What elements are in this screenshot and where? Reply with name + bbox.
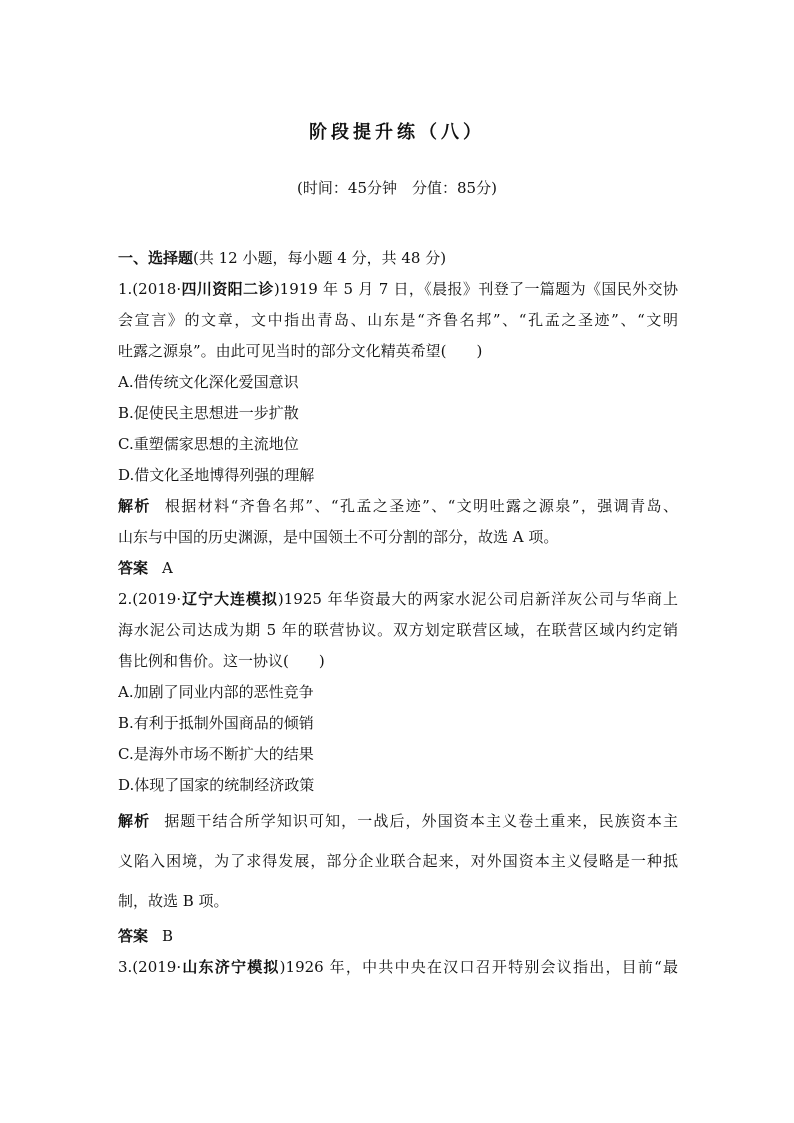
section-heading-label: 一、选择题	[118, 249, 194, 267]
q1-answer-line	[118, 553, 678, 584]
q1-prefix: 1.(2018·	[118, 280, 182, 298]
q1-stem-line-2: 会宣言》的文章，文中指出青岛、山东是“齐鲁名邦”、“孔孟之圣迹”、“文明	[118, 311, 678, 329]
section-heading-detail: (共 12 小题，每小题 4 分，共 48 分)	[193, 249, 447, 267]
q1-answer: A	[162, 559, 173, 577]
q2-stem-line-3: 售比例和售价。这一协议( )	[118, 652, 325, 670]
page-title: 阶段提升练（八）	[309, 122, 485, 143]
q2-stem-text-1: )1925 年华资最大的两家水泥公司启新洋灰公司与华商上	[277, 590, 678, 608]
q1-stem-line-3: 吐露之源泉”。由此可见当时的部分文化精英希望( )	[118, 342, 483, 360]
q1-stem-text-1: )1919 年 5 月 7 日，《晨报》刊登了一篇题为《国民外交协	[273, 280, 678, 298]
q2-analysis-text-1: 据题干结合所学知识可知，一战后，外国资本主义卷土重来，民族资本主	[164, 812, 678, 830]
q1-source: 四川资阳二诊	[181, 280, 274, 298]
q3-source: 山东济宁模拟	[181, 958, 280, 976]
q1-analysis-line-2: 山东与中国的历史渊源，是中国领土不可分割的部分，故选 A 项。	[118, 528, 559, 546]
q2-answer-label: 答案	[118, 927, 149, 945]
q1-analysis-text-1: 根据材料“齐鲁名邦”、“孔孟之圣迹”、“文明吐露之源泉”，强调青岛、	[164, 497, 678, 515]
q2-option-d: D.体现了国家的统制经济政策	[118, 776, 315, 794]
q1-option-a: A.借传统文化深化爱国意识	[118, 373, 299, 391]
section-heading	[118, 243, 678, 274]
page-subtitle: (时间：45分钟 分值：85分)	[297, 179, 497, 197]
q2-answer-line	[118, 921, 678, 952]
q1-option-d: D.借文化圣地博得列强的理解	[118, 466, 315, 484]
question-content	[118, 243, 678, 983]
q2-stem-line-2: 海水泥公司达成为期 5 年的联营协议。双方划定联营区域，在联营区域内约定销	[118, 621, 678, 639]
q1-answer-label: 答案	[118, 559, 149, 577]
q2-option-b: B.有利于抵制外国商品的倾销	[118, 714, 314, 732]
q1-analysis-label: 解析	[118, 497, 151, 515]
q2-answer: B	[162, 927, 174, 945]
q1-stem-line-1	[118, 274, 678, 305]
q2-option-a: A.加剧了同业内部的恶性竞争	[118, 683, 314, 701]
q3-stem-line-1	[118, 952, 678, 983]
q2-stem-line-1	[118, 584, 678, 615]
q1-analysis-line-1	[118, 491, 678, 522]
q1-option-c: C.重塑儒家思想的主流地位	[118, 435, 299, 453]
q2-analysis-line-2: 义陷入困境，为了求得发展，部分企业联合起来，对外国资本主义侵略是一种抵	[118, 852, 678, 870]
q2-option-c: C.是海外市场不断扩大的结果	[118, 745, 314, 763]
q1-option-b: B.促使民主思想进一步扩散	[118, 404, 299, 422]
q3-stem-text-1: )1926 年，中共中央在汉口召开特别会议指出，目前“最	[279, 958, 678, 976]
q2-prefix: 2.(2019·	[118, 590, 182, 608]
q2-analysis-label: 解析	[118, 812, 151, 830]
q2-source: 辽宁大连模拟	[181, 590, 278, 608]
q2-analysis-line-1	[118, 801, 678, 841]
q2-analysis-line-3: 制，故选 B 项。	[118, 892, 229, 910]
q3-prefix: 3.(2019·	[118, 958, 182, 976]
